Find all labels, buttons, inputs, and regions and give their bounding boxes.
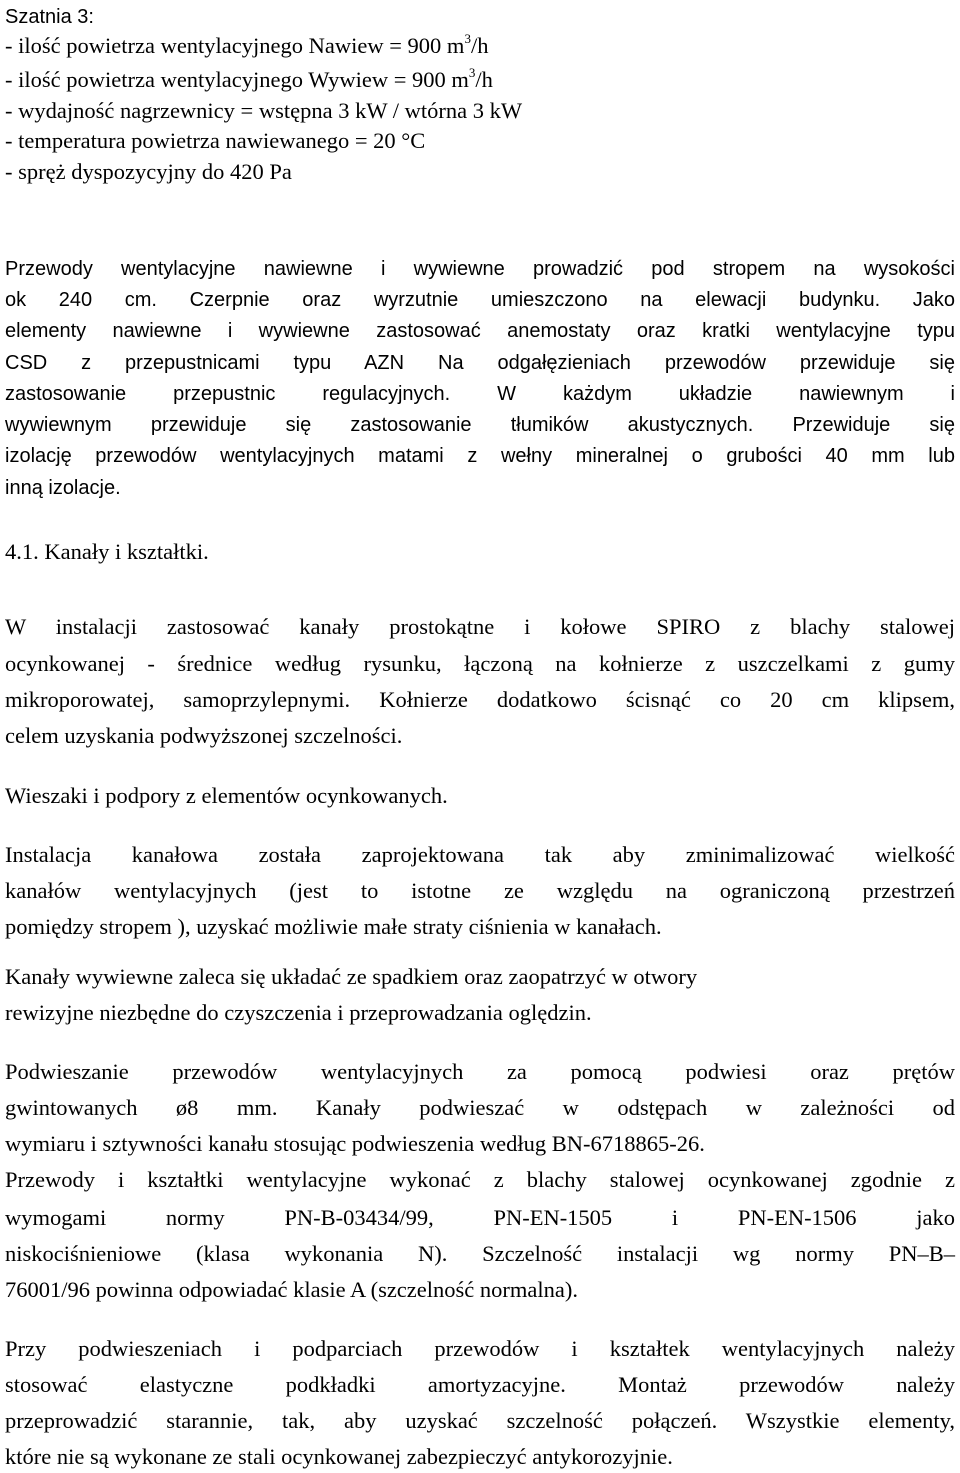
paragraph-line: 76001/96 powinna odpowiadać klasie A (szczelność normalna). xyxy=(5,1277,578,1302)
paragraph-line: inną izolacje. xyxy=(5,477,121,499)
paragraph-line: zastosowanie przepustnic regulacyjnych. W każdym układzie nawiewnym i xyxy=(5,383,955,405)
paragraph-line: gwintowanych ø8 mm. Kanały podwieszać w odstępach w zależności od xyxy=(5,1095,955,1120)
paragraph-line: które nie są wykonane ze stali ocynkowanej zabezpieczyć antykorozyjnie. xyxy=(5,1444,673,1469)
spec-line-2: - ilość powietrza wentylacyjnego Wywiew = 900 $m^3/h$ xyxy=(5,64,493,92)
paragraph-line: elementy nawiewne i wywiewne zastosować anemostaty oraz kratki wentylacyjne typu xyxy=(5,320,955,342)
spec-line-1: - ilość powietrza wentylacyjnego Nawiew = 900 $m^3/h$ xyxy=(5,30,489,58)
paragraph-line: CSD z przepustnicami typu AZN Na odgałęzieniach przewodów przewiduje się xyxy=(5,352,955,374)
paragraph-line: Instalacja kanałowa została zaprojektowana tak aby zminimalizować wielkość xyxy=(5,842,955,867)
paragraph-line: celem uzyskania podwyższonej szczelności. xyxy=(5,723,403,748)
section-title: 4.1. Kanały i kształtki. xyxy=(5,539,209,564)
spec-line-5: - spręż dyspozycyjny do 420 Pa xyxy=(5,159,292,184)
spec-line-3: - wydajność nagrzewnicy = wstępna 3 kW / wtórna 3 kW xyxy=(5,98,523,123)
paragraph-line: ok 240 cm. Czerpnie oraz wyrzutnie umieszczono na elewacji budynku. Jako xyxy=(5,289,955,311)
paragraph-line: przeprowadzić starannie, tak, aby uzyskać szczelność połączeń. Wszystkie elementy, xyxy=(5,1408,955,1433)
paragraph-line: mikroporowatej, samoprzylepnymi. Kołnierze dodatkowo ścisnąć co 20 cm klipsem, xyxy=(5,687,955,712)
paragraph-line: Kanały wywiewne zaleca się układać ze spadkiem oraz zaopatrzyć w otwory xyxy=(5,964,698,989)
paragraph-line: Podwieszanie przewodów wentylacyjnych za pomocą podwiesi oraz prętów xyxy=(5,1059,955,1084)
paragraph-line: wymogami normy PN-B-03434/99, PN-EN-1505 i PN-EN-1506 jako xyxy=(5,1205,955,1230)
paragraph-line: Przewody i kształtki wentylacyjne wykonać z blachy stalowej ocynkowanej zgodnie z xyxy=(5,1167,955,1192)
spec-line-4: - temperatura powietrza nawiewanego = 20 °C xyxy=(5,128,426,153)
paragraph-line: rewizyjne niezbędne do czyszczenia i przeprowadzania oględzin. xyxy=(5,1000,592,1025)
paragraph-line: kanałów wentylacyjnych (jest to istotne ze względu na ograniczoną przestrzeń xyxy=(5,878,955,903)
paragraph-line: Przewody wentylacyjne nawiewne i wywiewne prowadzić pod stropem na wysokości xyxy=(5,258,955,280)
paragraph-line: niskociśnieniowe (klasa wykonania N). Szczelność instalacji wg normy PN–B– xyxy=(5,1241,955,1266)
paragraph-line: stosować elastyczne podkładki amortyzacyjne. Montaż przewodów należy xyxy=(5,1372,955,1397)
paragraph-line: W instalacji zastosować kanały prostokątne i kołowe SPIRO z blachy stalowej xyxy=(5,614,955,639)
sheet-heading: Szatnia 3: xyxy=(5,6,94,28)
paragraph-line: wywiewnym przewiduje się zastosowanie tłumików akustycznych. Przewiduje się xyxy=(5,414,955,436)
paragraph-line: Przy podwieszeniach i podparciach przewodów i kształtek wentylacyjnych należy xyxy=(5,1336,955,1361)
paragraph-line: izolację przewodów wentylacyjnych matami z wełny mineralnej o grubości 40 mm lub xyxy=(5,445,955,467)
paragraph-line: pomiędzy stropem ), uzyskać możliwie małe straty ciśnienia w kanałach. xyxy=(5,914,662,939)
paragraph-line: ocynkowanej - średnice według rysunku, łączoną na kołnierze z uszczelkami z gumy xyxy=(5,651,955,676)
paragraph-line: wymiaru i sztywności kanału stosując podwieszenia według BN-6718865-26. xyxy=(5,1131,705,1156)
paragraph-line: Wieszaki i podpory z elementów ocynkowanych. xyxy=(5,783,448,808)
